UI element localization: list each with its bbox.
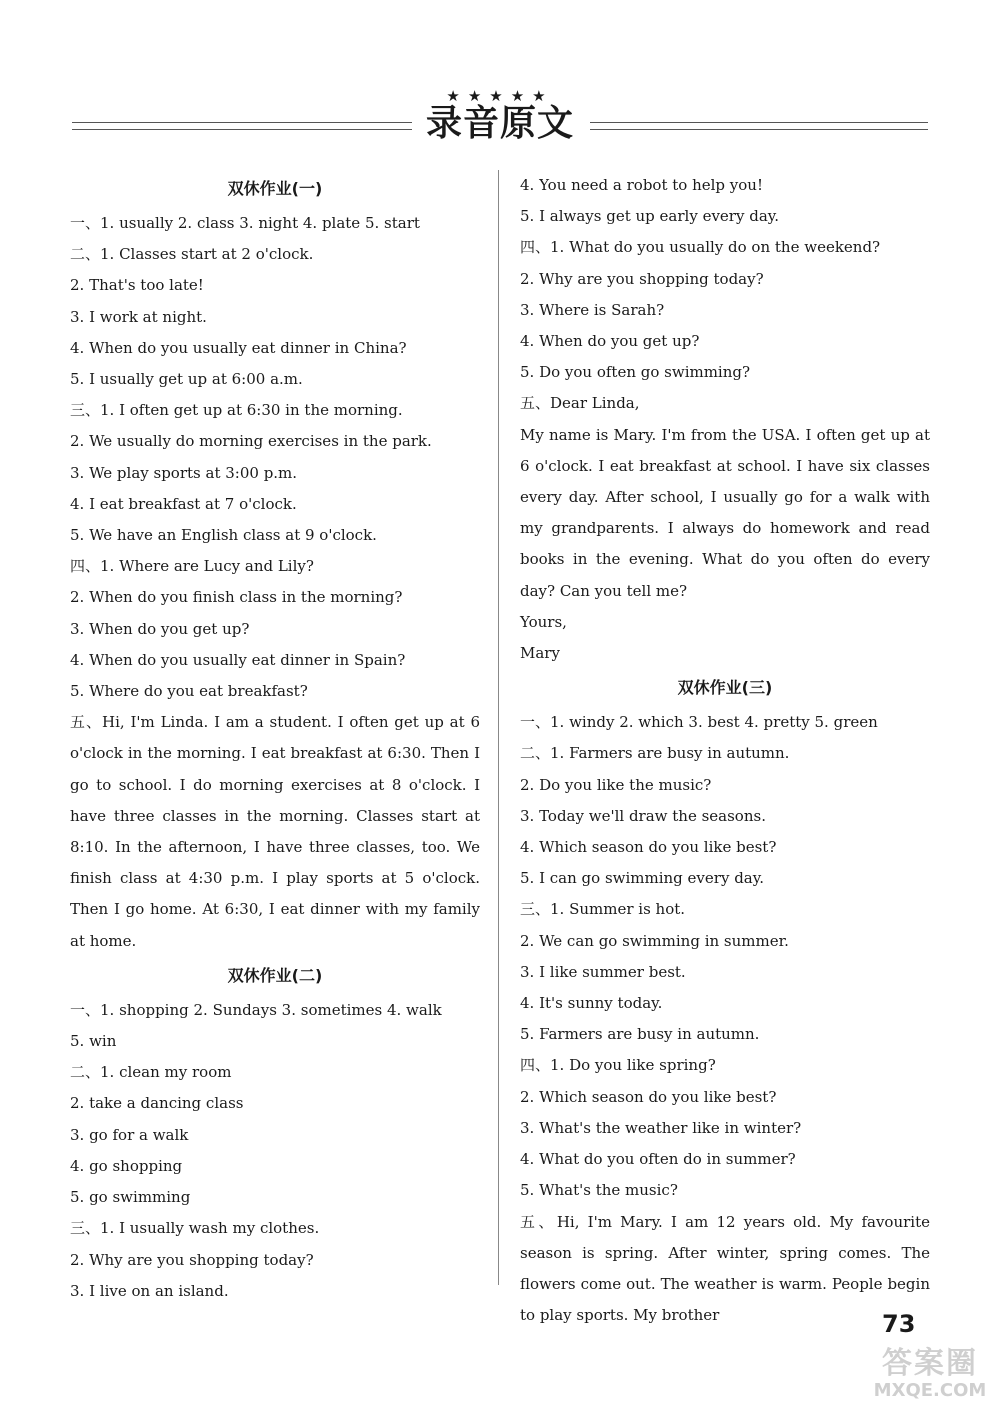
text-line: 5. I always get up early every day. (520, 207, 780, 226)
text-line: 3. What's the weather like in winter? (520, 1118, 802, 1137)
text-line: 三、1. I often get up at 6:30 in the morning. (70, 401, 403, 420)
text-line: 4. go shopping (70, 1156, 183, 1175)
text-line: 4. It's sunny today. (520, 994, 663, 1013)
text-line: 三、1. I usually wash my clothes. (70, 1219, 320, 1238)
text-line: 3. Where is Sarah? (520, 300, 665, 319)
text-line: 四、1. Do you like spring? (520, 1056, 716, 1075)
section-title: 双休作业(三) (677, 678, 773, 698)
text-line: Yours, (520, 612, 567, 631)
watermark-logo: 答案圈 (882, 1346, 978, 1381)
text-line: 3. go for a walk (70, 1125, 189, 1144)
text-line: 3. When do you get up? (70, 619, 250, 638)
text-line: 5. win (70, 1032, 117, 1051)
text-line: 2. Why are you shopping today? (520, 269, 764, 288)
text-line: 2. take a dancing class (70, 1094, 244, 1113)
passage-paragraph: 五、Hi, I'm Mary. I am 12 years old. My favourite season is spring. After winter, spring comes. The flowers come out. The weather is warm. People begin to play sports. My brother (520, 1212, 930, 1325)
passage-paragraph: 五、Hi, I'm Linda. I am a student. I often get up at 6 o'clock in the morning. I eat breakfast at 6:30. Then I go to school. I do morning exercises at 8 o'clock. I have three classes in the morning. Classes start at 8:10. In the afternoon, I have three classes, too. We finish class at 4:30 p.m. I play sports at 5 o'clock. Then I go home. At 6:30, I eat dinner with my family at home. (70, 713, 480, 950)
text-line: 2. Do you like the music? (520, 775, 712, 794)
text-line: 一、1. shopping 2. Sundays 3. sometimes 4. walk (70, 1000, 442, 1019)
text-line: 4. When do you usually eat dinner in Spain? (70, 650, 406, 669)
text-line: 3. I work at night. (70, 307, 207, 326)
text-line: 2. That's too late! (70, 276, 204, 295)
watermark-url: MXQE.COM (873, 1380, 987, 1401)
page-title: 录音原文 (425, 103, 574, 144)
text-line: 5. go swimming (70, 1188, 191, 1207)
text-line: Mary (520, 644, 560, 663)
text-line: 3. I like summer best. (520, 962, 686, 981)
text-line: 4. When do you get up? (520, 332, 700, 351)
header-rule-right (590, 122, 928, 130)
text-line: 2. Why are you shopping today? (70, 1250, 314, 1269)
text-line: 四、1. Where are Lucy and Lily? (70, 557, 314, 576)
text-line: 5. Farmers are busy in autumn. (520, 1025, 760, 1044)
text-line: 3. I live on an island. (70, 1281, 229, 1300)
text-line: 4. I eat breakfast at 7 o'clock. (70, 494, 297, 513)
text-line: 一、1. usually 2. class 3. night 4. plate 5. start (70, 214, 420, 232)
text-line: 4. Which season do you like best? (520, 838, 777, 857)
text-line: 5. I can go swimming every day. (520, 869, 764, 888)
column-divider (498, 170, 499, 1285)
passage-paragraph: My name is Mary. I'm from the USA. I often get up at 6 o'clock. I eat breakfast at school. I have six classes every day. After school, I usually go for a walk with my grandparents. I always do homework and read books in the evening. What do you often do every day? Can you tell me? (520, 425, 930, 600)
page-footer (860, 1310, 1000, 1405)
text-line: 4. You need a robot to help you! (520, 176, 763, 194)
right-column (520, 170, 930, 1331)
text-line: 5. Where do you eat breakfast? (70, 682, 308, 701)
text-line: 4. When do you usually eat dinner in China? (70, 338, 407, 357)
text-line: 3. Today we'll draw the seasons. (520, 806, 766, 825)
text-line: 2. We usually do morning exercises in the park. (70, 432, 432, 451)
page-header (0, 88, 1000, 148)
text-line: 5. I usually get up at 6:00 a.m. (70, 370, 303, 389)
text-line: 2. When do you finish class in the morning? (70, 588, 403, 607)
text-line: 5. What's the music? (520, 1181, 678, 1200)
page-number: 73 (882, 1310, 916, 1338)
text-line: 二、1. Classes start at 2 o'clock. (70, 245, 314, 264)
text-line: 5. We have an English class at 9 o'clock. (70, 526, 377, 545)
text-line: 三、1. Summer is hot. (520, 900, 686, 919)
star-decoration: ★★★★★ (446, 87, 554, 105)
text-line: 2. Which season do you like best? (520, 1087, 777, 1106)
text-line: 二、1. clean my room (70, 1063, 232, 1082)
text-line: 一、1. windy 2. which 3. best 4. pretty 5. green (520, 713, 878, 732)
text-line: 2. We can go swimming in summer. (520, 931, 789, 950)
text-line: 4. What do you often do in summer? (520, 1150, 796, 1169)
left-column (70, 170, 480, 1307)
text-line: 四、1. What do you usually do on the weekend? (520, 238, 881, 257)
text-line: 5. Do you often go swimming? (520, 363, 751, 382)
text-line: 五、Dear Linda, (520, 394, 640, 413)
text-line: 二、1. Farmers are busy in autumn. (520, 744, 790, 763)
text-line: 3. We play sports at 3:00 p.m. (70, 463, 298, 482)
section-title: 双休作业(一) (227, 179, 323, 198)
section-title: 双休作业(二) (227, 965, 323, 985)
